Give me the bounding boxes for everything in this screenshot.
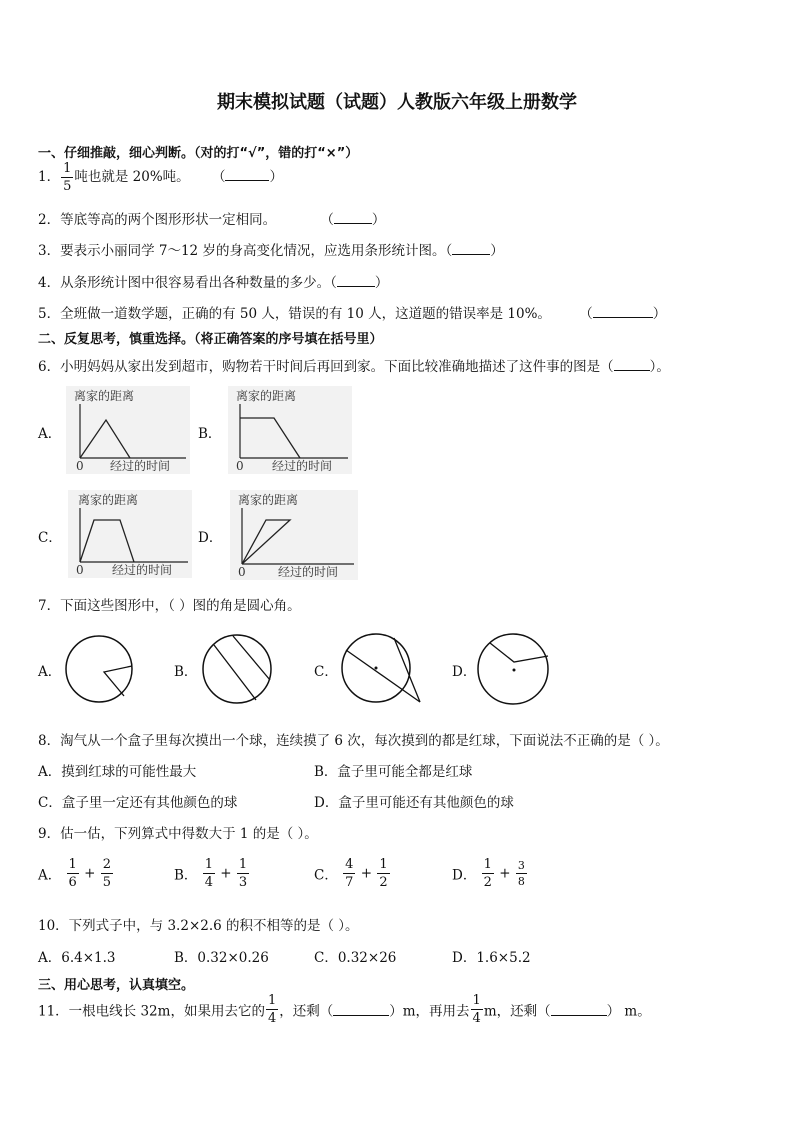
option-d[interactable]: D．盒子里可能还有其他颜色的球: [314, 795, 514, 811]
circle-figure-b: [200, 632, 276, 708]
graph-d: [230, 490, 358, 580]
option-c[interactable]: C．0.32×26: [314, 950, 397, 966]
answer-blank[interactable]: [593, 305, 653, 318]
fraction: $\frac{1}{5}$: [63, 161, 72, 194]
question-2: 2．等底等高的两个图形形状一定相同。 （ ）: [38, 212, 386, 228]
option-d[interactable]: D． $\frac{1}{2}$ + $\frac{3}{8}$: [452, 857, 525, 890]
option-d[interactable]: D．1.6×5.2: [452, 950, 531, 966]
option-c[interactable]: C． $\frac{4}{7}$ + $\frac{1}{2}$: [314, 857, 388, 890]
graph-xlabel: 经过的时间: [110, 459, 171, 473]
question-5: 5．全班做一道数学题，正确的有 50 人，错误的有 10 人，这道题的错误率是 10%。 （ ）: [38, 306, 667, 322]
answer-blank[interactable]: [333, 1003, 389, 1016]
option-a-label[interactable]: A．: [38, 664, 62, 680]
question-10: 10．下列式子中，与 3.2×2.6 的积不相等的是（ ）。: [38, 918, 359, 934]
section-1-heading: 一、仔细推敲，细心判断。（对的打“√”，错的打“×”）: [38, 146, 359, 161]
option-d-label[interactable]: D．: [452, 664, 477, 680]
graph-ylabel: 离家的距离: [74, 389, 135, 403]
graph-origin: 0: [76, 459, 84, 473]
answer-blank[interactable]: [334, 211, 372, 224]
circle-figure-a: [64, 634, 136, 706]
chord: [233, 636, 270, 680]
answer-blank[interactable]: [614, 358, 650, 371]
angle-lines: [104, 666, 132, 696]
graph-ylabel: 离家的距离: [78, 493, 139, 507]
question-9: 9．估一估，下列算式中得数大于 1 的是（ ）。: [38, 826, 318, 842]
center-dot: [375, 667, 378, 670]
graph-xlabel: 经过的时间: [278, 565, 339, 579]
graph-a: [66, 386, 190, 474]
graph-b: [228, 386, 352, 474]
circle-figure-c: [338, 630, 424, 706]
graph-ylabel: 离家的距离: [236, 389, 297, 403]
question-1: 1． $\frac{1}{5}$ 吨也就是 20%吨。 （ ）: [38, 161, 283, 194]
option-b[interactable]: B． $\frac{1}{4}$ + $\frac{1}{3}$: [174, 857, 248, 890]
question-3: 3．要表示小丽同学 7～12 岁的身高变化情况，应选用条形统计图。（ ）: [38, 243, 504, 259]
section-3-heading: 三、用心思考，认真填空。: [38, 978, 195, 993]
question-6: 6．小明妈妈从家出发到超市，购物若干时间后再回到家。下面比较准确地描述了这件事的图是（ ）。: [38, 359, 670, 375]
option-c[interactable]: C．盒子里一定还有其他颜色的球: [38, 795, 238, 811]
question-4: 4．从条形统计图中很容易看出各种数量的多少。（ ）: [38, 275, 389, 291]
option-a[interactable]: A．6.4×1.3: [38, 950, 116, 966]
option-d-label[interactable]: D．: [198, 530, 223, 546]
answer-blank[interactable]: [452, 242, 490, 255]
option-c-label[interactable]: C．: [314, 664, 338, 680]
center-dot: [513, 669, 516, 672]
question-11: 11．一根电线长 32m，如果用去它的 $\frac{1}{4}$ ，还剩（ ）m，再用去 $\frac{1}{4}$ m，还剩（ ） m。: [38, 993, 651, 1026]
graph-origin: 0: [76, 563, 84, 577]
option-b-label[interactable]: B．: [174, 664, 198, 680]
graph-origin: 0: [238, 565, 246, 579]
answer-blank[interactable]: [337, 274, 375, 287]
option-b[interactable]: B．0.32×0.26: [174, 950, 269, 966]
circle: [66, 636, 132, 702]
graph-origin: 0: [236, 459, 244, 473]
option-b[interactable]: B．盒子里可能全都是红球: [314, 764, 473, 780]
option-b-label[interactable]: B．: [198, 426, 222, 442]
option-a-label[interactable]: A．: [38, 426, 62, 442]
option-a[interactable]: A．摸到红球的可能性最大: [38, 764, 197, 780]
option-c-label[interactable]: C．: [38, 530, 62, 546]
graph-xlabel: 经过的时间: [112, 563, 173, 577]
circle-figure-d: [476, 632, 552, 708]
page-title: 期末模拟试题（试题）人教版六年级上册数学: [217, 92, 577, 113]
graph-xlabel: 经过的时间: [272, 459, 333, 473]
section-2-heading: 二、反复思考，慎重选择。（将正确答案的序号填在括号里）: [38, 332, 383, 347]
question-7: 7．下面这些图形中，（ ）图的角是圆心角。: [38, 598, 301, 614]
chord: [214, 645, 256, 700]
graph-c: [68, 490, 192, 578]
option-a[interactable]: A． $\frac{1}{6}$ + $\frac{2}{5}$: [38, 857, 112, 890]
answer-blank[interactable]: [225, 168, 269, 181]
question-8: 8．淘气从一个盒子里每次摸出一个球，连续摸了 6 次，每次摸到的都是红球，下面说法不正确的是（ ）。: [38, 733, 669, 749]
answer-blank[interactable]: [551, 1003, 607, 1016]
graph-ylabel: 离家的距离: [238, 493, 299, 507]
